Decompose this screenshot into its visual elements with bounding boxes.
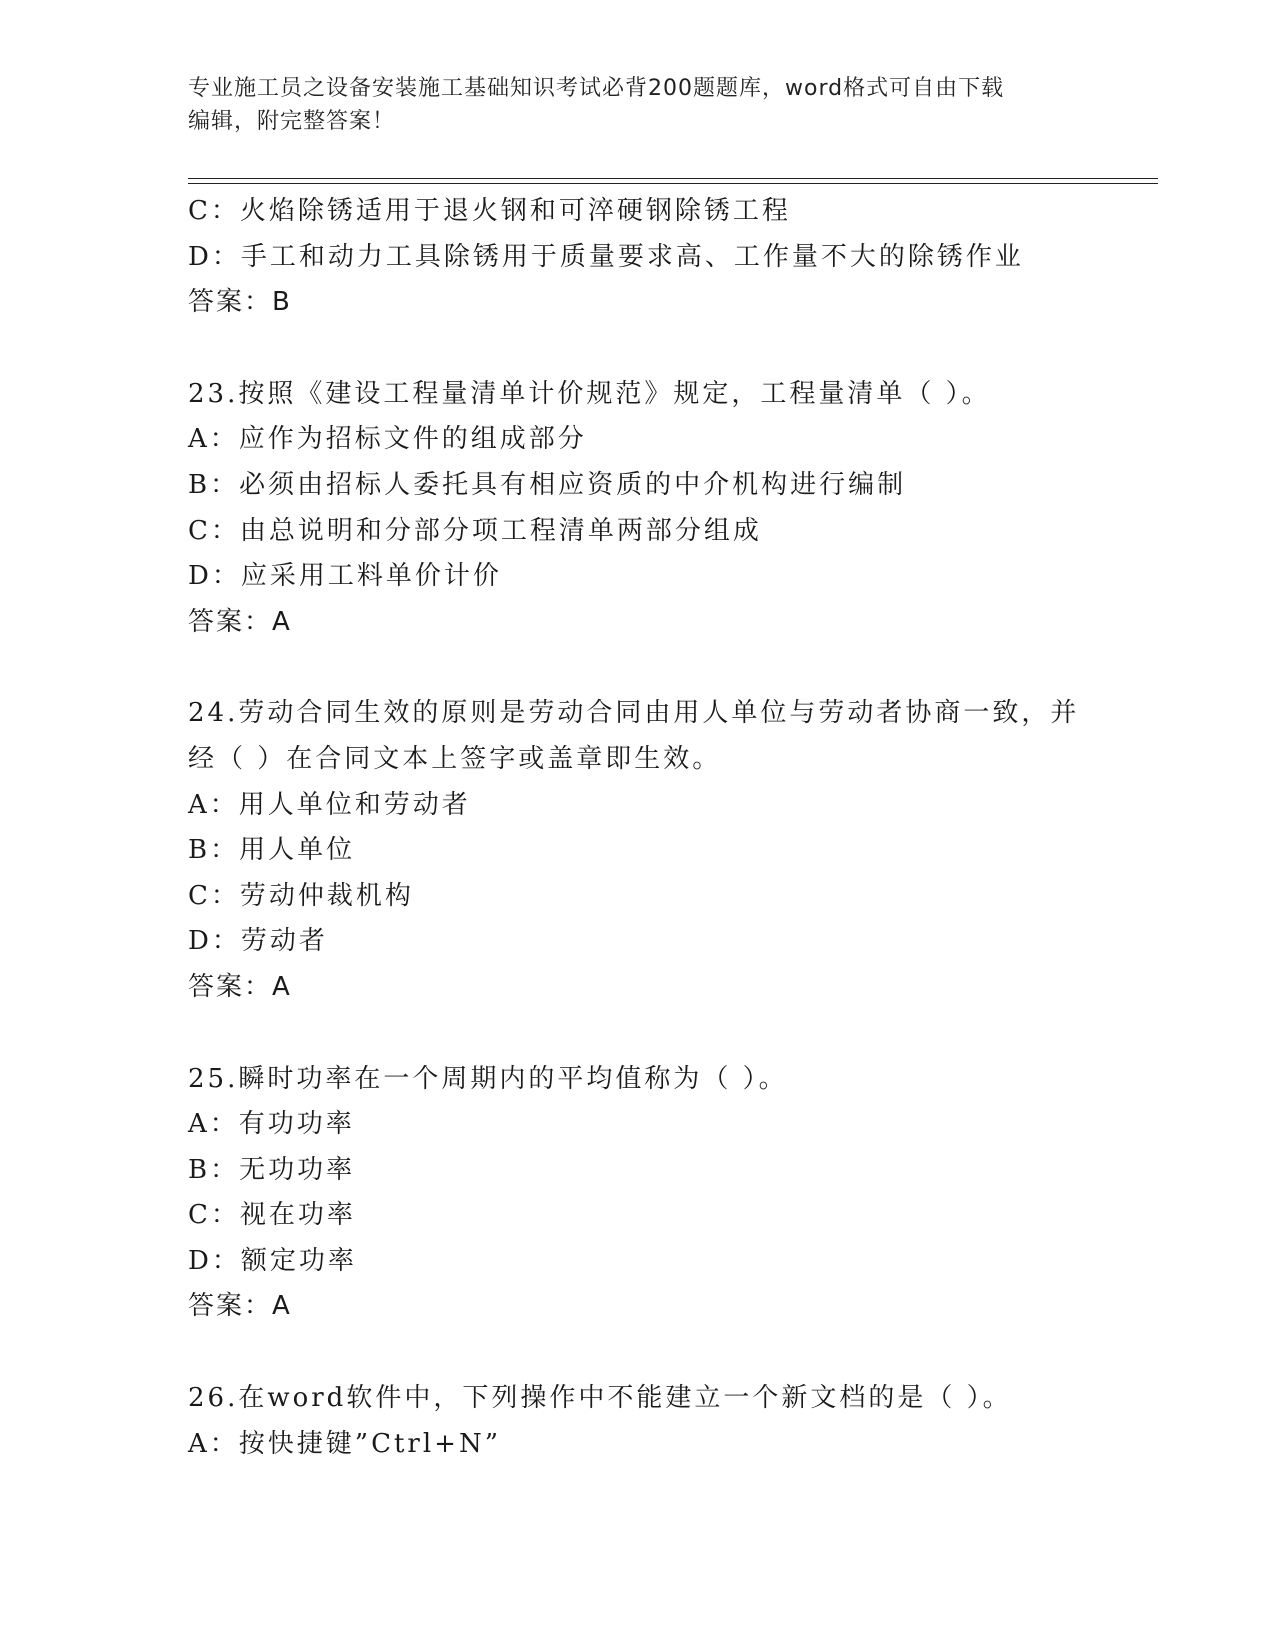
question-block <box>188 372 1088 646</box>
option-line: C：劳动仲裁机构 <box>188 880 414 911</box>
block-spacer <box>188 1011 1088 1057</box>
option-line: A：用人单位和劳动者 <box>188 789 471 820</box>
answer-line: 答案：A <box>188 971 292 1002</box>
option-line: A：应作为招标文件的组成部分 <box>188 424 587 455</box>
question-block <box>188 1376 1088 1467</box>
block-spacer <box>188 645 1088 691</box>
header-divider-bottom <box>188 183 1158 184</box>
question-stem-continued: 经（ ）在合同文本上签字或盖章即生效。 <box>188 743 722 774</box>
question-block <box>188 189 1088 326</box>
option-line: D：应采用工料单价计价 <box>188 561 502 592</box>
answer-line: 答案：A <box>188 606 292 637</box>
option-line: D：手工和动力工具除锈用于质量要求高、工作量不大的除锈作业 <box>188 241 1024 272</box>
block-spacer <box>188 1330 1088 1376</box>
question-stem: 24.劳动合同生效的原则是劳动合同由用人单位与劳动者协商一致，并 <box>188 698 1080 729</box>
block-spacer <box>188 326 1088 372</box>
header-divider-top <box>188 178 1158 179</box>
option-line: A：有功功率 <box>188 1109 355 1140</box>
question-stem: 25.瞬时功率在一个周期内的平均值称为（ ）。 <box>188 1063 788 1094</box>
option-line: C：由总说明和分部分项工程清单两部分组成 <box>188 515 762 546</box>
option-line: B：必须由招标人委托具有相应资质的中介机构进行编制 <box>188 469 907 500</box>
question-block <box>188 691 1088 1010</box>
option-line: A：按快捷键”Ctrl+N” <box>188 1428 501 1459</box>
header-title-line-1: 专业施工员之设备安装施工基础知识考试必背200题题库，word格式可自由下载 <box>188 76 1005 101</box>
question-list <box>188 189 1088 1467</box>
answer-line: 答案：B <box>188 287 292 318</box>
option-line: C：视在功率 <box>188 1200 356 1231</box>
question-block <box>188 1057 1088 1331</box>
question-stem: 26.在word软件中，下列操作中不能建立一个新文档的是（ ）。 <box>188 1383 1012 1414</box>
option-line: B：无功功率 <box>188 1154 356 1185</box>
header-title-line-2: 编辑，附完整答案！ <box>188 109 396 134</box>
option-line: D：劳动者 <box>188 926 328 957</box>
question-stem: 23.按照《建设工程量清单计价规范》规定，工程量清单（ ）。 <box>188 378 991 409</box>
answer-line: 答案：A <box>188 1291 292 1322</box>
document-header <box>188 72 1088 138</box>
option-line: C：火焰除锈适用于退火钢和可淬硬钢除锈工程 <box>188 196 791 226</box>
option-line: D：额定功率 <box>188 1245 357 1276</box>
option-line: B：用人单位 <box>188 835 356 866</box>
